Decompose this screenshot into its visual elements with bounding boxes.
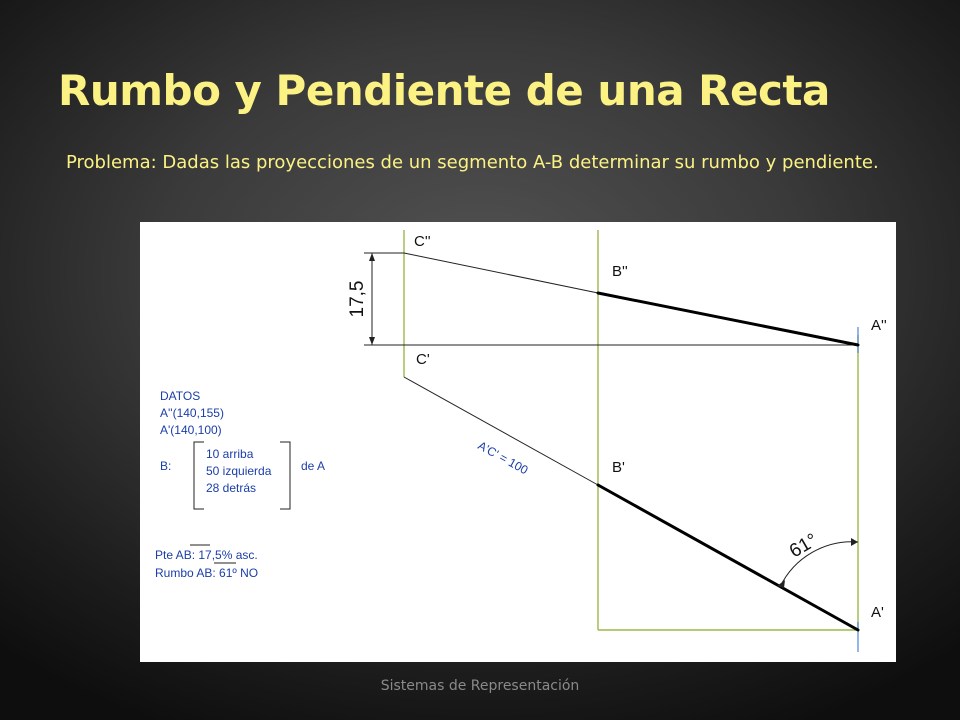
datos-b-line-1: 10 arriba	[206, 447, 254, 461]
datos-a-double-prime: A''(140,155)	[160, 406, 224, 420]
datos-b-line-2: 50 izquierda	[206, 464, 272, 478]
bracket-right	[280, 442, 290, 509]
datos-b-label: B:	[160, 459, 172, 473]
datos-pendiente: Pte AB: 17,5% asc.	[155, 548, 258, 562]
datos-rumbo: Rumbo AB: 61º NO	[155, 566, 259, 580]
bracket-left	[194, 442, 204, 509]
datos-b-line-3: 28 detrás	[206, 481, 257, 495]
label-a-double-prime: A''	[871, 317, 887, 334]
construction-line-c2b2	[404, 253, 598, 293]
label-b-prime: B'	[612, 459, 625, 476]
dimension-label: 17,5	[347, 280, 368, 318]
segment-ab-plan	[598, 485, 858, 630]
datos-a-prime: A'(140,100)	[160, 423, 222, 437]
construction-line-c1b1	[404, 377, 598, 485]
label-c-prime: C'	[416, 351, 430, 368]
datos-de-a: de A	[301, 459, 326, 473]
footer-text: Sistemas de Representación	[380, 678, 580, 694]
true-length-label: A'C' = 100	[475, 438, 531, 478]
projection-diagram	[140, 222, 896, 662]
segment-ab-elevation	[598, 293, 858, 345]
datos-heading: DATOS	[160, 389, 201, 403]
problem-statement: Problema: Dadas las proyecciones de un segmento A-B determinar su rumbo y pendiente.	[66, 152, 879, 173]
angle-label: 61°	[786, 529, 822, 563]
label-b-double-prime: B''	[612, 263, 628, 280]
slide-title: Rumbo y Pendiente de una Recta	[58, 66, 830, 115]
label-c-double-prime: C''	[414, 233, 431, 250]
label-a-prime: A'	[871, 604, 884, 621]
